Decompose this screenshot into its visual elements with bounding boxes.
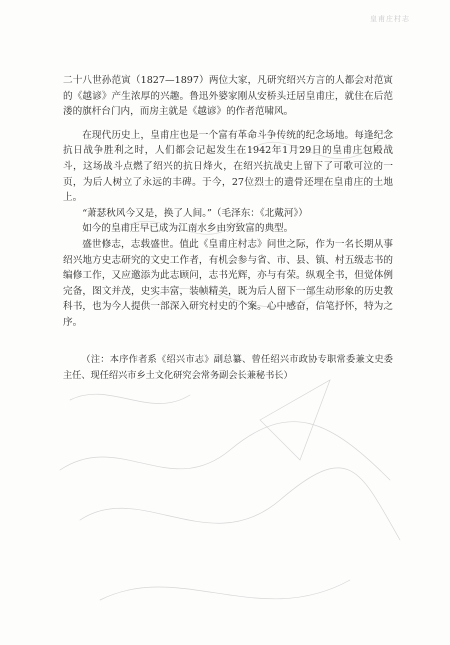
paragraph-2: 在现代历史上，皇甫庄也是一个富有革命斗争传统的纪念场地。每逢纪念抗日战争胜利之时，人们都会记起发生在1942年1月29日的皇甫庄包殿战斗，这场战斗点燃了绍兴的抗日烽火，在绍兴抗战史上留下了可歌可泣的一页，为后人树立了永远的丰碑。于今，27位烈士的遗骨还埋在皇甫庄的土地上。 [63,129,393,204]
author-note [63,352,393,384]
running-header: 皇甫庄村志 [370,15,410,23]
paragraph-3: 如今的皇甫庄早已成为江南水乡由穷致富的典型。 [82,223,294,235]
author-note-text: （注：本序作者系《绍兴市志》副总纂、曾任绍兴市政协专职常委兼文史委主任、现任绍兴市乡土文化研究会常务副会长兼秘书长） [63,354,393,381]
paragraph-1: 二十八世孙范寅（1827—1897）两位大家，凡研究绍兴方言的人都会对范寅的《越谚》产生浓厚的兴趣。鲁迅外婆家刚从安桥头迁居皇甫庄，就住在后范溇的旗杆台门内，而房主就是《越谚》的作者范啸风。 [63,75,393,118]
paragraph-4: 盛世修志，志载盛世。值此《皇甫庄村志》问世之际，作为一名长期从事绍兴地方史志研究的文史工作者，有机会参与省、市、县、镇、村五级志书的编修工作，又应邀添为此志顾问，志书光辉，亦与有荣。纵观全书，但觉体例完备，图文并茂，史实丰富，装帧精美，既为后人留下一部生动形象的历史教科书，也为今人提供一部深入研究村史的个案。心中感奋，信笔抒怀，特为之序。 [63,238,393,328]
paragraph-quote: “萧瑟秋风今又是，换了人间。”（毛泽东：《北戴河》） [82,207,308,219]
body-text [63,73,393,331]
